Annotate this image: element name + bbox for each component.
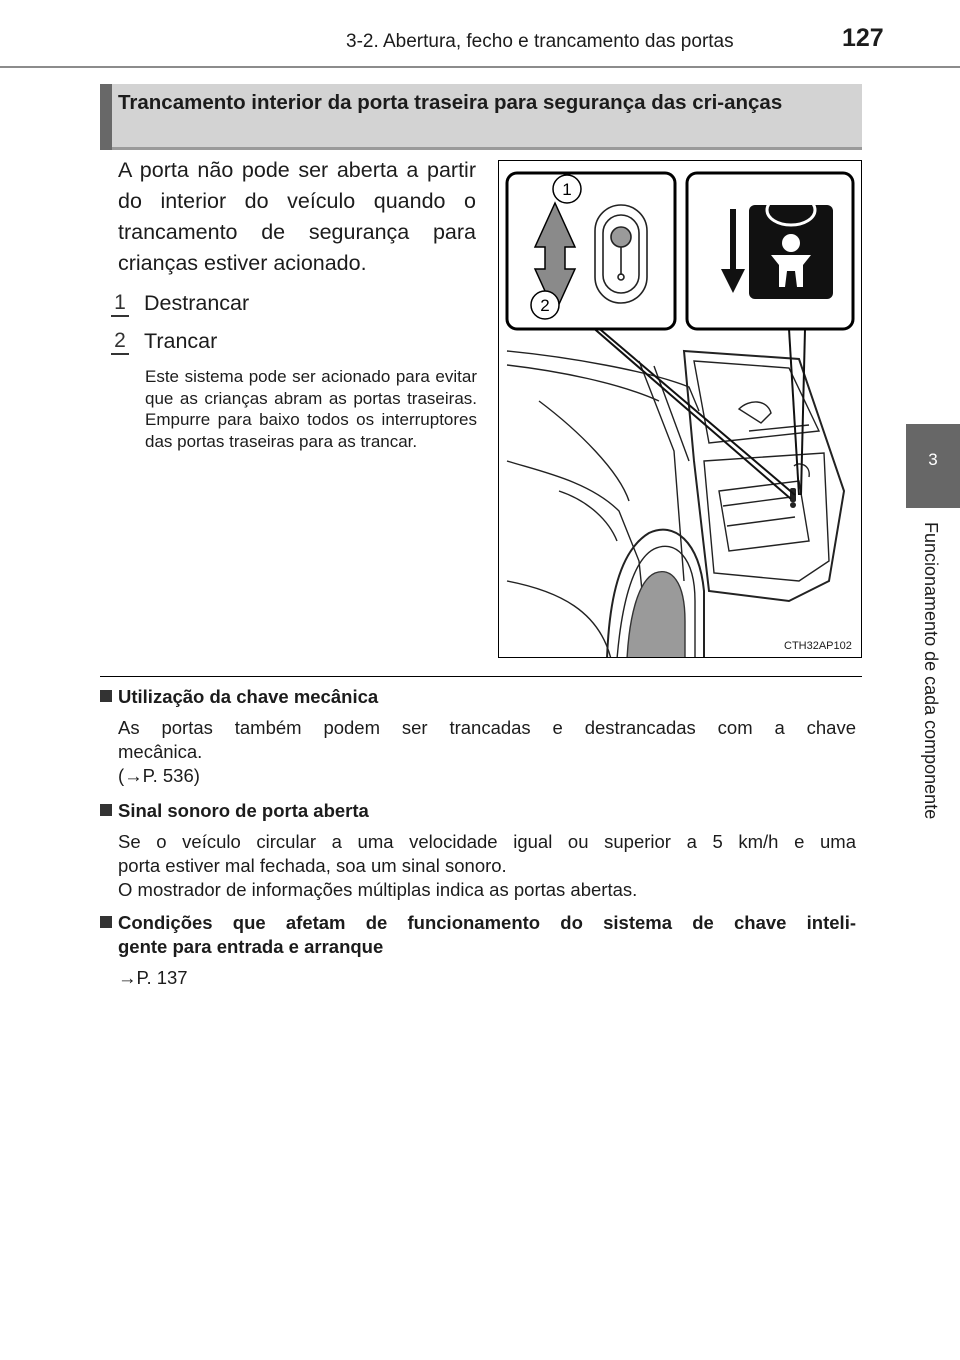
section-title-smart-key-conditions: Condições que afetam de funcionamento do sistema de chave inteli- (118, 912, 856, 933)
section-title: Trancamento interior da porta traseira para segurança das cri-anças (118, 91, 783, 114)
legend-label-lock: Trancar (144, 329, 218, 353)
section-divider (100, 676, 862, 677)
figure-illustration (499, 161, 862, 658)
legend-label-unlock: Destrancar (144, 291, 250, 315)
callout-2 (531, 291, 559, 319)
page-reference-link[interactable]: (→P. 536) (118, 765, 200, 786)
note-text: Este sistema pode ser acionado para evitar que as crianças abram as portas traseiras. Empurre para baixo todos os interruptores das portas traseiras para as trancar. (145, 367, 477, 451)
section-text-line: Se o veículo circular a uma velocidade igual ou superior a 5 km/h e uma (118, 831, 856, 852)
intro-text: A porta não pode ser aberta a partir do interior do veículo quando o trancamento de segurança para crianças estiver acionado. (118, 158, 476, 275)
section-title-smart-key-conditions-line2: gente para entrada e arranque (118, 936, 384, 957)
section-text-line: mecânica. (118, 741, 203, 762)
figure-child-lock (498, 160, 862, 658)
section-text-line: O mostrador de informações múltiplas indica as portas abertas. (118, 879, 638, 900)
section-bullet-icon (100, 804, 112, 816)
section-title-door-open-buzzer: Sinal sonoro de porta aberta (118, 800, 369, 821)
callout-1 (553, 175, 581, 203)
header-rule (0, 66, 960, 68)
section-text-line: As portas também podem ser trancadas e destrancadas com a chave (118, 717, 856, 738)
callout-1-label: 1 (562, 180, 572, 199)
legend-number-2: 2 (110, 329, 130, 353)
section-title-mechanical-key: Utilização da chave mecânica (118, 686, 379, 707)
chapter-number: 3 (928, 450, 938, 469)
header-section-title: 3-2. Abertura, fecho e trancamento das portas (346, 31, 734, 52)
figure-code: CTH32AP102 (784, 640, 852, 652)
chapter-title: Funcionamento de cada componente (921, 522, 941, 820)
section-title-bar (100, 84, 112, 150)
section-bullet-icon (100, 690, 112, 702)
section-bullet-icon (100, 916, 112, 928)
page-reference-link[interactable]: →P. 137 (118, 967, 188, 988)
section-text-line: porta estiver mal fechada, soa um sinal sonoro. (118, 855, 507, 876)
callout-2-label: 2 (540, 296, 550, 315)
leader-lines (583, 319, 805, 499)
child-lock-icon (749, 195, 833, 299)
page-number: 127 (842, 24, 884, 52)
legend-number-1: 1 (110, 291, 130, 315)
